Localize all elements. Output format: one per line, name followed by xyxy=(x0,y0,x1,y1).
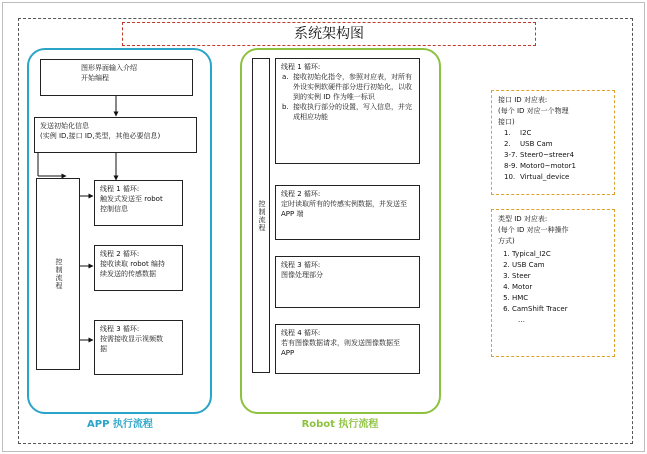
app-thread-1-title: 线程 1 循环: xyxy=(100,185,140,193)
robot-thread-1 xyxy=(275,58,420,164)
start-box xyxy=(40,59,193,96)
robot-thread-4 xyxy=(275,324,420,374)
interface-item-5 xyxy=(504,172,608,183)
app-panel-label: APP 执行流程 xyxy=(87,419,153,430)
type-item-2: 2. USB Cam xyxy=(512,260,608,271)
interface-item-3 xyxy=(504,150,608,161)
type-id-table xyxy=(491,209,615,357)
type-item-4: 4. Motor xyxy=(512,282,608,293)
robot-thread-3-title: 线程 3 循环: xyxy=(281,261,321,269)
text: Motor0~motor1 xyxy=(520,162,577,170)
interface-heading-3: 接口) xyxy=(498,118,515,126)
robot-panel-label: Robot 执行流程 xyxy=(301,419,379,430)
interface-item-1 xyxy=(504,128,608,139)
type-item-3: 3. Steer xyxy=(512,271,608,282)
app-thread-3-line-2: 据 xyxy=(100,345,107,353)
interface-item-4 xyxy=(504,161,608,172)
text: USB Cam xyxy=(520,140,553,148)
app-thread-2 xyxy=(94,245,183,291)
robot-thread-1-item-b xyxy=(282,102,414,122)
robot-thread-3-text: 图像处理部分 xyxy=(281,271,323,279)
text: I2C xyxy=(520,129,532,137)
num: 1. xyxy=(504,129,511,137)
init-line-2: (实例 ID,接口 ID,类型，其他必要信息) xyxy=(40,132,161,140)
init-box xyxy=(34,117,197,153)
num: 3-7. xyxy=(504,151,518,159)
interface-list xyxy=(498,128,608,183)
start-line-1: 图形界面输入介绍 xyxy=(81,64,137,72)
app-thread-1-line-1: 触发式发送至 robot xyxy=(100,195,163,203)
robot-thread-1-title: 线程 1 循环: xyxy=(281,63,321,71)
type-item-5: 5. HMC xyxy=(512,293,608,304)
robot-thread-4-title: 线程 4 循环: xyxy=(281,329,321,337)
init-line-1: 发送初始化信息 xyxy=(40,122,89,130)
interface-heading-2: (每个 ID 对应一个物理 xyxy=(498,107,569,115)
num: 2. xyxy=(504,140,511,148)
app-thread-3-title: 线程 3 循环: xyxy=(100,325,140,333)
item-a-marker: a. xyxy=(282,73,289,81)
num: 8-9. xyxy=(504,162,518,170)
app-thread-3-line-1: 按需接收显示视频数 xyxy=(100,335,163,343)
app-thread-2-title: 线程 2 循环: xyxy=(100,250,140,258)
interface-item-2 xyxy=(504,139,608,150)
robot-thread-3 xyxy=(275,256,420,308)
type-list xyxy=(498,249,608,315)
app-thread-2-line-2: 续发送的传感数据 xyxy=(100,270,156,278)
app-control-label: 控制流程 xyxy=(55,258,63,290)
start-line-2: 开始编程 xyxy=(81,74,109,82)
app-thread-3 xyxy=(94,320,183,375)
robot-thread-1-items xyxy=(281,72,414,122)
robot-thread-2-title: 线程 2 循环: xyxy=(281,190,321,198)
robot-control-box xyxy=(252,58,270,373)
interface-id-table xyxy=(491,90,615,195)
type-heading-1: 类型 ID 对应表: xyxy=(498,215,548,223)
type-ellipsis: … xyxy=(518,316,525,324)
item-b-marker: b. xyxy=(282,103,289,111)
type-item-1: 1. Typical_I2C xyxy=(512,249,608,260)
app-control-box xyxy=(36,178,80,370)
text: Virtual_device xyxy=(520,173,570,181)
robot-thread-4-text: 若有图像数据请求，则发送图像数据至 APP xyxy=(281,339,400,357)
type-heading-3: 方式) xyxy=(498,237,515,245)
app-thread-1-line-2: 控制信息 xyxy=(100,205,128,213)
app-thread-2-line-1: 接收读取 robot 编持 xyxy=(100,260,165,268)
robot-thread-2-text: 定时读取所有的传感实例数据，并发送至 APP 端 xyxy=(281,200,407,218)
robot-thread-2 xyxy=(275,185,420,240)
item-a-text: 接收初始化指令，参照对应表，对所有外设实例软硬件部分进行初始化，以收到的实例 ID 作为唯一标识 xyxy=(293,73,412,101)
robot-thread-1-item-a xyxy=(282,72,414,102)
interface-heading-1: 接口 ID 对应表: xyxy=(498,96,548,104)
robot-control-label: 控制流程 xyxy=(258,199,266,232)
item-b-text: 接收执行部分的设置，写入信息，并完成相应功能 xyxy=(293,103,412,121)
text: Steer0~streer4 xyxy=(520,151,575,159)
num: 10. xyxy=(504,173,516,181)
type-heading-2: (每个 ID 对应一种操作 xyxy=(498,226,569,234)
app-thread-1 xyxy=(94,180,183,226)
type-item-6: 6. CamShift Tracer xyxy=(512,304,608,315)
diagram-title: 系统架构图 xyxy=(294,26,364,42)
